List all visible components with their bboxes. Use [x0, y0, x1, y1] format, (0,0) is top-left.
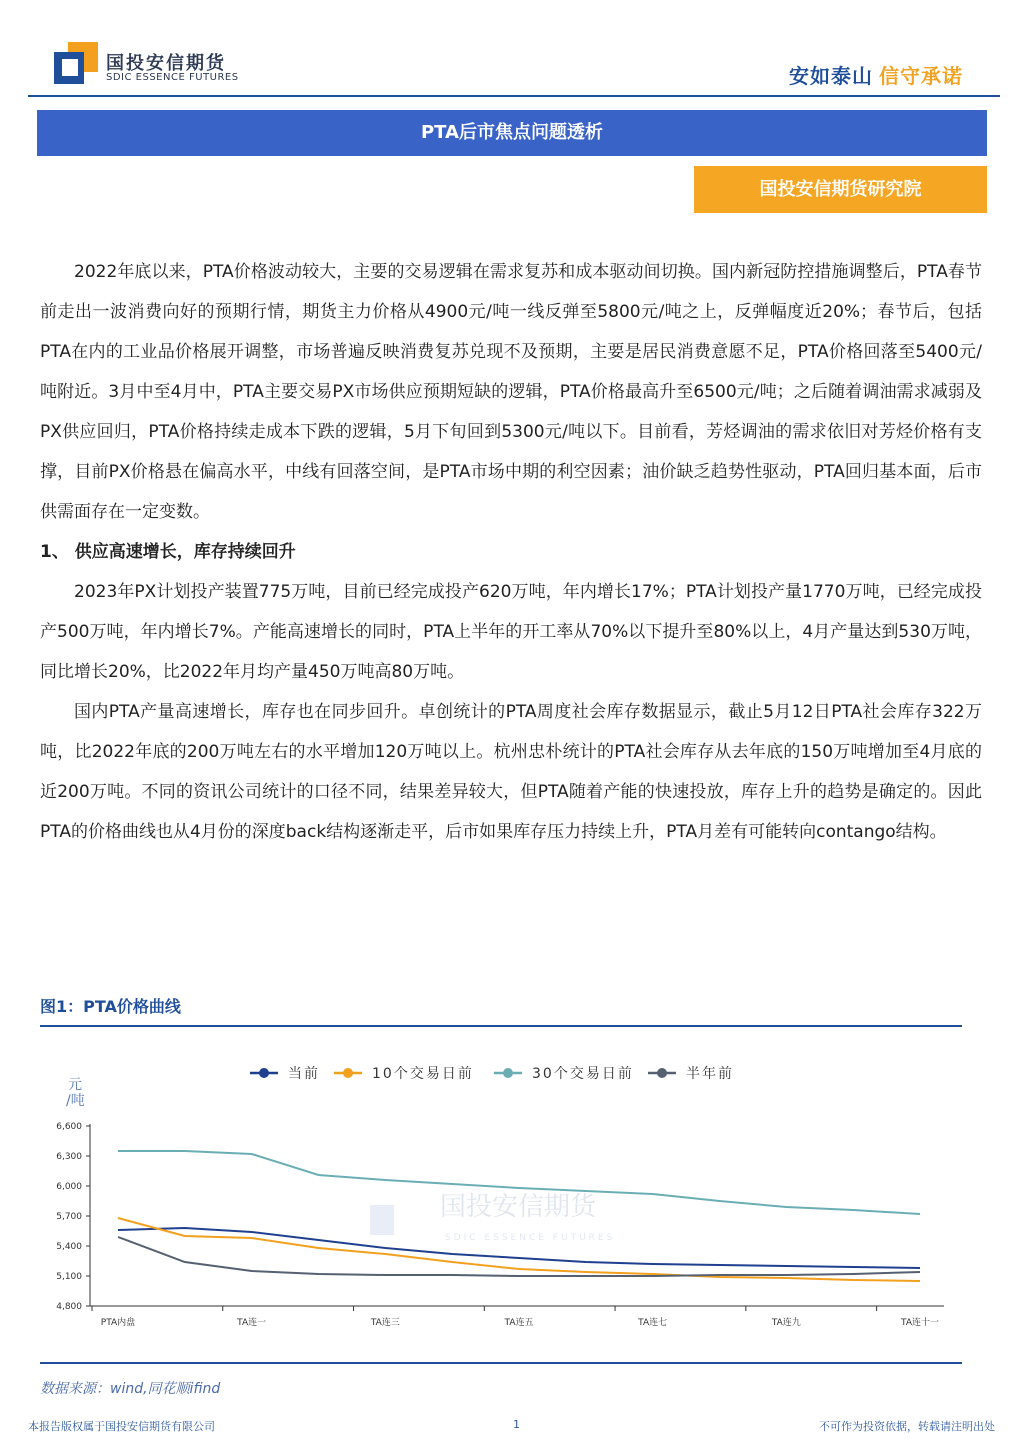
legend-label-2: 30个交易日前	[532, 1066, 634, 1082]
slogan-part1: 安如泰山	[789, 64, 873, 88]
institute-badge: 国投安信期货研究院	[694, 166, 987, 213]
x-tick-label: TA连一	[237, 1318, 267, 1328]
y-tick-label: 5,700	[56, 1212, 82, 1222]
data-source-note: 数据来源：wind,同花顺ifind	[40, 1381, 221, 1397]
pta-price-curve-chart	[40, 1055, 962, 1345]
legend-marker-0	[259, 1068, 269, 1078]
y-tick-label: 6,600	[56, 1122, 82, 1132]
x-tick-label: PTA内盘	[100, 1318, 136, 1328]
x-tick-label: TA连十一	[901, 1318, 939, 1328]
series-line-1	[118, 1218, 920, 1281]
legend-marker-3	[657, 1068, 667, 1078]
legend-marker-1	[343, 1068, 353, 1078]
y-tick-label: 6,300	[56, 1152, 82, 1162]
page-number: 1	[513, 1418, 520, 1431]
logo-company-name-en: SDIC ESSENCE FUTURES	[106, 72, 239, 83]
logo-company-name: 国投安信期货	[106, 53, 226, 74]
legend-marker-2	[503, 1068, 513, 1078]
footer-copyright: 本报告版权属于国投安信期货有限公司	[28, 1420, 215, 1433]
footer-disclaimer: 不可作为投资依据，转载请注明出处	[819, 1420, 995, 1433]
chart-legend	[250, 1065, 734, 1082]
legend-label-1: 10个交易日前	[372, 1066, 474, 1082]
y-axis-label-unit: /吨	[66, 1093, 85, 1109]
y-tick-label: 5,400	[56, 1242, 82, 1252]
watermark-text: 国投安信期货	[440, 1192, 597, 1222]
figure-title: 图1：PTA价格曲线	[40, 997, 181, 1016]
slogan-part2: 信守承诺	[879, 64, 963, 88]
watermark-text-en: SDIC ESSENCE FUTURES	[445, 1233, 616, 1243]
y-tick-label: 5,100	[56, 1272, 82, 1282]
paragraph-inventory: 国内PTA产量高速增长，库存也在同步回升。卓创统计的PTA周度社会库存数据显示，截止5月12日PTA社会库存322万吨，比2022年底的200万吨左右的水平增加120万吨以上。杭州忠朴统计的PTA社会库存从去年底的150万吨增加至4月底的近200万吨。不同的资讯公司统计的口径不同，结果差异较大，但PTA随着产能的快速投放，库存上升的趋势是确定的。因此PTA的价格曲线也从4月份的深度back结构逐渐走平，后市如果库存压力持续上升，PTA月差有可能转向contango结构。	[40, 702, 982, 842]
x-tick-label: TA连五	[504, 1318, 534, 1328]
section-heading-supply: 1、 供应高速增长，库存持续回升	[40, 542, 296, 562]
x-tick-label: TA连三	[370, 1318, 400, 1328]
x-tick-label: TA连七	[638, 1318, 668, 1328]
y-tick-label: 4,800	[56, 1302, 82, 1312]
paragraph-supply: 2023年PX计划投产装置775万吨，目前已经完成投产620万吨，年内增长17%；PTA计划投产量1770万吨，已经完成投产500万吨，年内增长7%。产能高速增长的同时，PTA上半年的开工率从70%以下提升至80%以上，4月产量达到530万吨，同比增长20%，比2022年月均产量450万吨高80万吨。	[40, 582, 982, 682]
report-body	[40, 252, 982, 852]
company-logo-icon	[54, 42, 98, 84]
slogan	[789, 60, 963, 89]
header-divider	[28, 95, 1000, 97]
x-tick-label: TA连九	[771, 1318, 801, 1328]
watermark	[370, 1192, 615, 1243]
paragraph-intro: 2022年底以来，PTA价格波动较大，主要的交易逻辑在需求复苏和成本驱动间切换。国内新冠防控措施调整后，PTA春节前走出一波消费向好的预期行情，期货主力价格从4900元/吨一线反弹至5800元/吨之上，反弹幅度近20%；春节后，包括PTA在内的工业品价格展开调整，市场普遍反映消费复苏兑现不及预期，主要是居民消费意愿不足，PTA价格回落至5400元/吨附近。3月中至4月中，PTA主要交易PX市场供应预期短缺的逻辑，PTA价格最高升至6500元/吨；之后随着调油需求减弱及PX供应回归，PTA价格持续走成本下跌的逻辑，5月下旬回到5300元/吨以下。目前看，芳烃调油的需求依旧对芳烃价格有支撑，目前PX价格悬在偏高水平，中线有回落空间，是PTA市场中期的利空因素；油价缺乏趋势性驱动，PTA回归基本面，后市供需面存在一定变数。	[40, 262, 982, 522]
legend-label-3: 半年前	[686, 1066, 734, 1082]
figure-top-divider	[40, 1025, 962, 1027]
y-axis-label: 元	[68, 1077, 82, 1093]
y-tick-label: 6,000	[56, 1182, 82, 1192]
report-title: PTA后市焦点问题透析	[37, 110, 987, 156]
figure-bottom-divider	[40, 1362, 962, 1364]
watermark-logo-icon	[370, 1205, 394, 1235]
legend-label-0: 当前	[288, 1066, 320, 1082]
